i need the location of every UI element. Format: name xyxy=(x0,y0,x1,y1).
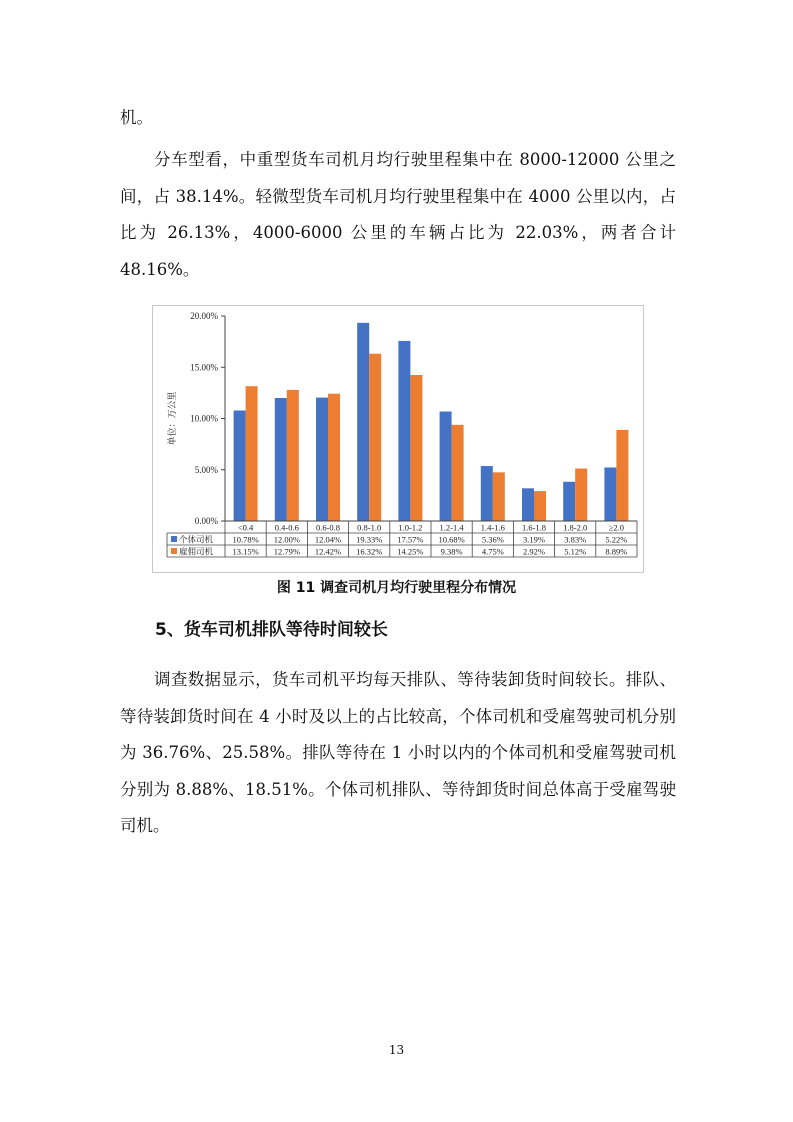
data-table-value: 10.68% xyxy=(438,534,465,545)
data-table-value: 5.12% xyxy=(564,546,587,557)
y-tick-label: 15.00% xyxy=(190,362,218,373)
data-table-value: 12.79% xyxy=(273,546,300,557)
legend-key-employed xyxy=(171,548,177,554)
bar-individual xyxy=(604,467,616,521)
x-category-label: 1.4-1.6 xyxy=(480,522,505,533)
x-category-label: 0.8-1.0 xyxy=(357,522,382,533)
section-heading: 5、货车司机排队等待时间较长 xyxy=(155,620,388,640)
legend-label: 雇佣司机 xyxy=(179,547,214,558)
data-table-value: 12.04% xyxy=(314,534,342,545)
legend-label: 个体司机 xyxy=(179,535,214,546)
data-table-value: 19.33% xyxy=(356,534,383,545)
page-number: 13 xyxy=(388,1043,405,1057)
bar-employed xyxy=(575,469,587,521)
bar-employed xyxy=(287,390,299,521)
x-category-label: 1.2-1.4 xyxy=(439,522,464,533)
paragraph-vehicle-type: 分车型看，中重型货车司机月均行驶里程集中在 8000-12000 公里之间，占 38.14%。轻微型货车司机月均行驶里程集中在 4000 公里以内，占比为 26.13%，4000-6000 公里的车辆占比为 22.03%，两者合计 48.16%。 xyxy=(120,150,676,279)
figure-caption: 图 11 调查司机月均行驶里程分布情况 xyxy=(276,580,517,596)
bar-employed xyxy=(452,425,464,521)
data-table-value: 5.22% xyxy=(605,534,628,545)
bar-employed xyxy=(246,386,258,521)
bar-individual xyxy=(275,398,287,521)
data-table-value: 12.42% xyxy=(314,546,342,557)
y-tick-label: 20.00% xyxy=(190,311,218,321)
mileage-chart-svg xyxy=(153,306,643,572)
bar-individual xyxy=(440,412,452,521)
x-category-label: 1.0-1.2 xyxy=(398,522,423,533)
data-table-value: 12.00% xyxy=(273,534,300,545)
paragraph-queue-time: 调查数据显示，货车司机平均每天排队、等待装卸货时间较长。排队、等待装卸货时间在 4 小时及以上的占比较高，个体司机和受雇驾驶司机分别为 36.76%、25.58%。排队等待在 1 小时以内的个体司机和受雇驾驶司机分别为 8.88%、18.51%。个体司机排队、等待卸货时间总体高于受雇驾驶司机。 xyxy=(120,670,676,835)
data-table-value: 10.78% xyxy=(232,534,259,545)
bar-employed xyxy=(616,430,628,521)
x-category-label: 1.6-1.8 xyxy=(521,522,547,533)
data-table-value: 13.15% xyxy=(232,546,259,557)
bar-individual xyxy=(316,398,328,521)
x-category-label: <0.4 xyxy=(237,522,254,533)
bar-employed xyxy=(493,472,505,521)
bar-individual xyxy=(357,323,369,521)
y-tick-label: 10.00% xyxy=(190,413,218,424)
paragraph-intro-end: 机。 xyxy=(120,108,153,127)
data-table-value: 9.38% xyxy=(440,546,463,557)
bar-individual xyxy=(481,466,493,521)
data-table-value: 8.89% xyxy=(605,546,628,557)
bar-employed xyxy=(534,491,546,521)
data-table-value: 5.36% xyxy=(481,534,504,545)
legend-key-individual xyxy=(171,536,177,542)
bar-individual xyxy=(398,341,410,521)
bar-individual xyxy=(563,482,575,521)
bar-employed xyxy=(328,394,340,521)
x-category-label: 0.4-0.6 xyxy=(274,522,299,533)
mileage-chart xyxy=(152,305,644,573)
y-axis-title: 单位：万公里 xyxy=(168,391,178,446)
x-category-label: 0.6-0.8 xyxy=(315,522,341,533)
data-table-value: 17.57% xyxy=(397,534,424,545)
x-category-label: 1.8-2.0 xyxy=(563,522,588,533)
bar-individual xyxy=(234,411,246,521)
bar-employed xyxy=(369,354,381,521)
data-table-value: 3.19% xyxy=(523,534,545,545)
data-table-value: 4.75% xyxy=(481,546,504,557)
data-table-value: 3.83% xyxy=(564,534,587,545)
x-category-label: ≥2.0 xyxy=(608,522,625,533)
data-table-value: 14.25% xyxy=(397,546,424,557)
y-tick-label: 0.00% xyxy=(194,516,218,526)
y-tick-label: 5.00% xyxy=(194,464,218,475)
data-table-value: 2.92% xyxy=(523,546,545,557)
bar-individual xyxy=(522,488,534,521)
data-table-value: 16.32% xyxy=(356,546,383,557)
bar-employed xyxy=(410,375,422,521)
